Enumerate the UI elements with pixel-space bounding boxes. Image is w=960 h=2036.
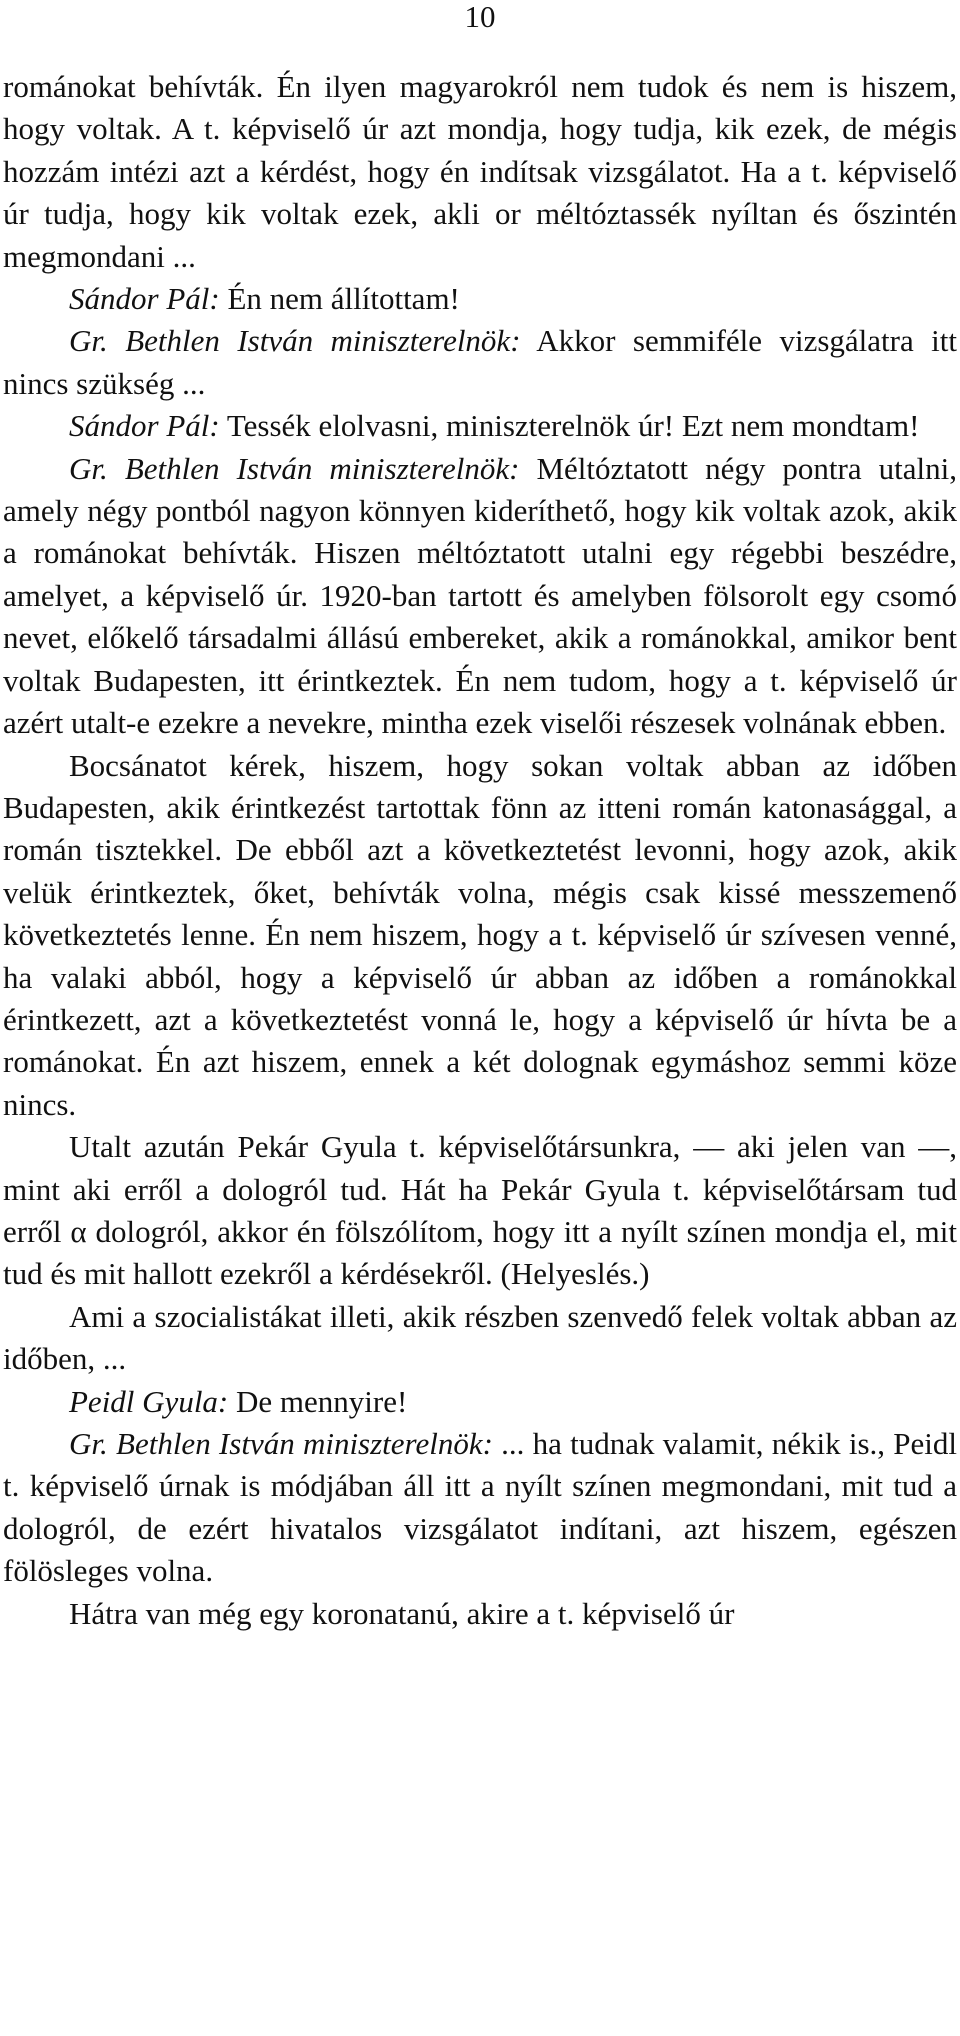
- speaker-name: Sándor Pál:: [69, 281, 220, 317]
- speaker-name: Bethlen István miniszterelnök:: [125, 323, 521, 359]
- paragraph-text: Utalt azután Pekár Gyula t. képviselőtársunkra, — aki jelen van —, mint aki erről a dologról tud. Hát ha Pekár Gyula t. képviselőtársam tud erről α dologról, akkor én fölszólítom, hogy itt a nyílt színen mondja el, mit tud és mit hallott ezekről a kérdésekről. (Helyeslés.): [3, 1129, 957, 1292]
- paragraph: [3, 448, 957, 745]
- paragraph: [3, 1296, 957, 1381]
- speaker-title: Gr.: [69, 1426, 108, 1461]
- paragraph: [3, 745, 957, 1127]
- paragraph-text: Hátra van még egy koronatanú, akire a t. képviselő úr: [69, 1595, 735, 1631]
- speaker-title: Gr.: [69, 323, 108, 359]
- paragraph-text: Én nem állítottam!: [227, 281, 460, 317]
- paragraph: [3, 1593, 957, 1635]
- paragraph: [3, 1381, 957, 1423]
- paragraph: [3, 1423, 957, 1593]
- speaker-name: Peidl Gyula:: [69, 1383, 229, 1419]
- speaker-name: Sándor Pál:: [69, 408, 220, 444]
- paragraph-text: ... ha tudnak valamit, nékik is., Peidl t. képviselő úrnak is módjában áll itt a nyílt színen megmondani, mit tud a dologról, de ezért hivatalos vizsgálatot indítani, azt hiszem, egészen fölösleges volna.: [3, 1426, 958, 1589]
- paragraph-text: románokat behívták. Én ilyen magyarokról nem tudok és nem is hiszem, hogy voltak. A t. képviselő úr azt mondja, hogy tudja, kik ezek, de mégis hozzám intézi azt a kérdést, hogy én indítsak vizsgálatot. Ha a t. képviselő úr tudja, hogy kik voltak ezek, akli or méltóztassék nyíltan és őszintén megmondani ...: [3, 69, 957, 274]
- paragraph-text: Ami a szocialistákat illeti, akik részben szenvedő felek voltak abban az időben, ...: [3, 1298, 957, 1377]
- paragraph: [3, 66, 957, 278]
- paragraph: [3, 278, 957, 320]
- speaker-name: Bethlen István miniszterelnök:: [116, 1426, 493, 1461]
- paragraph-text: De mennyire!: [236, 1383, 408, 1419]
- speaker-title: Gr.: [69, 450, 108, 486]
- body-text: [3, 66, 957, 1635]
- speaker-name: Bethlen István miniszterelnök:: [124, 450, 520, 486]
- paragraph: [3, 320, 957, 405]
- paragraph: [3, 1126, 957, 1296]
- paragraph-text: Tessék elolvasni, miniszterelnök úr! Ezt nem mondtam!: [226, 408, 920, 444]
- page-number: 10: [464, 0, 496, 34]
- paragraph-text: Méltóztatott négy pontra utalni, amely négy pontból nagyon könnyen kideríthető, hogy kik voltak azok, akik a románokat behívták. Hiszen méltóztatott utalni egy régebbi beszédre, amelyet, a képviselő úr. 1920-ban tartott és amelyben fölsorolt egy csomó nevet, előkelő társadalmi állású embereket, akik a románokkal, amikor bent voltak Budapesten, itt érintkeztek. Én nem tudom, hogy a t. képviselő úr azért utalt-e ezekre a nevekre, mintha ezek viselői részesek volnának ebben.: [3, 450, 958, 741]
- paragraph: [3, 405, 957, 447]
- paragraph-text: Akkor semmiféle vizsgálatra itt nincs szükség ...: [3, 323, 958, 401]
- paragraph-text: Bocsánatot kérek, hiszem, hogy sokan voltak abban az időben Budapesten, akik érintkezést tartottak fönn az itteni román katonasággal, a román tisztekkel. De ebből azt a következtetést levonni, hogy azok, akik velük érintkeztek, őket, behívták volna, mégis csak kissé messzemenő következtetés lenne. Én nem hiszem, hogy a t. képviselő úr szívesen venné, ha valaki abból, hogy a képviselő úr abban az időben a románokkal érintkezett, azt a következtetést vonná le, hogy a képviselő úr hívta be a románokat. Én azt hiszem, ennek a két dolognak egymáshoz semmi köze nincs.: [3, 747, 957, 1122]
